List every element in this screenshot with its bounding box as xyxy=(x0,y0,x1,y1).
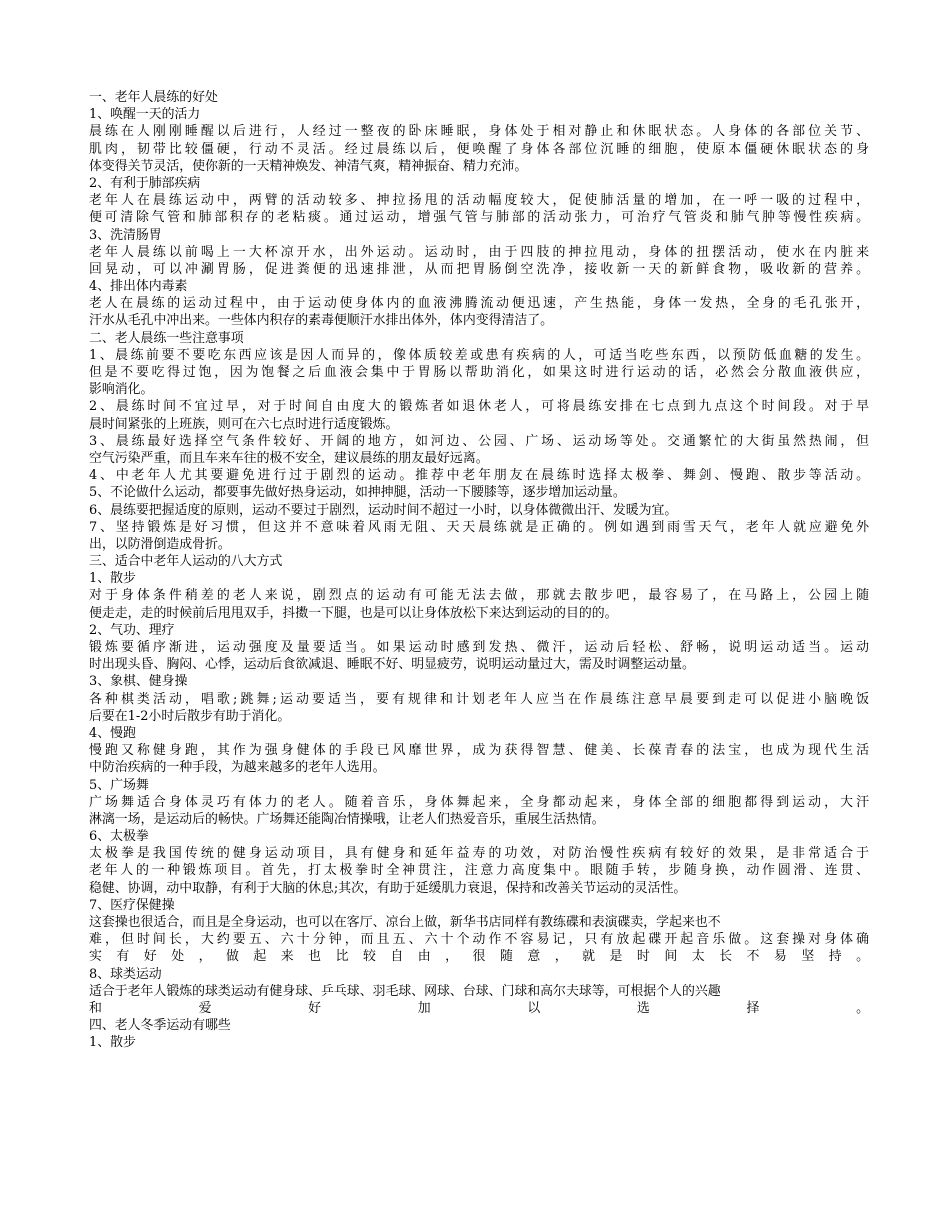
subsection-heading: 3、洗清肠胃 xyxy=(89,227,162,243)
paragraph-line: 适合于老年人锻炼的球类运动有健身球、乒乓球、羽毛球、网球、台球、门球和高尔夫球等，可根据个人的兴趣 xyxy=(89,983,721,999)
paragraph-line: 2、晨练时间不宜过早，对于时间自由度大的锻炼者如退休老人，可将晨练安排在七点到九点这个时间段。对于早 xyxy=(89,399,869,415)
subsection-heading: 1、散步 xyxy=(89,571,136,587)
paragraph-line: 体变得关节灵活，使你新的一天精神焕发、神清气爽，精神振奋、精力充沛。 xyxy=(89,158,528,174)
section-heading: 四、老人冬季运动有哪些 xyxy=(89,1018,231,1034)
paragraph-line: 后要在1-2小时后散步有助于消化。 xyxy=(89,708,291,724)
paragraph-line: 太极拳是我国传统的健身运动项目，具有健身和延年益寿的功效，对防治慢性疾病有较好的效果，是非常适合于 xyxy=(89,846,869,862)
paragraph-line: 老年人在晨练运动中，两臂的活动较多、抻拉扬甩的活动幅度较大，促使肺活量的增加，在一呼一吸的过程中， xyxy=(89,193,869,209)
paragraph-line: 便可清除气管和肺部积存的老粘痰。通过运动，增强气管与肺部的活动张力，可治疗气管炎和肺气肿等慢性疾病。 xyxy=(89,210,869,226)
subsection-heading: 1、唤醒一天的活力 xyxy=(89,107,201,123)
paragraph-line: 难，但时间长，大约要五、六十分钟，而且五、六十个动作不容易记，只有放起碟开起音乐做。这套操对身体确 xyxy=(89,932,869,948)
paragraph-line: 晨练在人刚刚睡醒以后进行，人经过一整夜的卧床睡眠，身体处于相对静止和休眠状态。人身体的各部位关节、 xyxy=(89,124,869,140)
article-body xyxy=(89,89,869,1052)
subsection-heading: 6、太极拳 xyxy=(89,829,149,845)
paragraph-line: 老年人的一种锻炼项目。首先，打太极拳时全神贯注，注意力高度集中。眼随手转，步随身换，动作圆滑、连贯、 xyxy=(89,863,869,879)
paragraph-line: 中防治疾病的一种手段，为越来越多的老年人选用。 xyxy=(89,760,386,776)
paragraph-line: 但是不要吃得过饱，因为饱餐之后血液会集中于胃肠以帮助消化，如果这时进行运动的话，必然会分散血液供应， xyxy=(89,365,869,380)
paragraph-line: 便走走，走的时候前后甩甩双手，抖擞一下腿，也是可以让身体放松下来达到运动的目的的。 xyxy=(89,605,618,621)
paragraph-line: 1、晨练前要不要吃东西应该是因人而异的，像体质较差或患有疾病的人，可适当吃些东西，以预防低血糖的发生。 xyxy=(89,347,869,363)
paragraph-line: 影响消化。 xyxy=(89,382,154,398)
paragraph-line: 锻炼要循序渐进，运动强度及量要适当。如果运动时感到发热、微汗，运动后轻松、舒畅，说明运动适当。运动 xyxy=(89,640,869,655)
subsection-heading: 2、气功、理疗 xyxy=(89,622,175,638)
paragraph-line: 空气污染严重，而且车来车往的极不安全，建议晨练的朋友最好远离。 xyxy=(89,450,489,466)
paragraph-line: 3、晨练最好选择空气条件较好、开阔的地方，如河边、公园、广场、运动场等处。交通繁忙的大街虽然热闹，但 xyxy=(89,433,869,449)
paragraph-line: 时出现头昏、胸闷、心悸，运动后食欲减退、睡眠不好、明显疲劳，说明运动量过大，需及时调整运动量。 xyxy=(89,657,695,673)
paragraph-line: 7、坚持锻炼是好习惯，但这并不意味着风雨无阻、天天晨练就是正确的。例如遇到雨雪天气，老年人就应避免外 xyxy=(89,519,869,535)
paragraph-line: 对于身体条件稍差的老人来说，剧烈点的运动有可能无法去做，那就去散步吧，最容易了，在马路上，公园上随 xyxy=(89,588,869,604)
section-heading: 一、老年人晨练的好处 xyxy=(89,90,218,105)
subsection-heading: 2、有利于肺部疾病 xyxy=(89,175,201,191)
paragraph-line: 这套操也很适合，而且是全身运动，也可以在客厅、凉台上做，新华书店同样有教练碟和表演碟卖，学起来也不 xyxy=(89,915,721,930)
subsection-heading: 4、慢跑 xyxy=(89,725,136,741)
subsection-heading: 7、医疗保健操 xyxy=(89,897,175,913)
subsection-heading: 8、球类运动 xyxy=(89,966,162,982)
paragraph-line: 淋漓一场，是运动后的畅快。广场舞还能陶冶情操哦，让老人们热爱音乐，重展生活热情。 xyxy=(89,811,605,827)
paragraph-line: 实有好处，做起来也比较自由，很随意，就是时间太长不易坚持。 xyxy=(89,949,869,965)
subsection-heading: 5、广场舞 xyxy=(89,777,149,793)
paragraph-line: 回晃动，可以冲涮胃肠，促进粪便的迅速排泄，从而把胃肠倒空洗净，接收新一天的新鲜食物，吸收新的营养。 xyxy=(89,261,869,277)
paragraph-line: 老年人晨练以前喝上一大杯凉开水，出外运动。运动时，由于四肢的抻拉甩动，身体的扭摆活动，使水在内脏来 xyxy=(89,244,869,260)
paragraph-line: 广场舞适合身体灵巧有体力的老人。随着音乐，身体舞起来，全身都动起来，身体全部的细胞都得到运动，大汗 xyxy=(89,794,869,810)
paragraph-line: 晨时间紧张的上班族，则可在六七点时进行适度锻炼。 xyxy=(89,416,399,432)
paragraph-line: 6、晨练要把握适度的原则，运动不要过于剧烈，运动时间不超过一小时，以身体微微出汗、发暖为宜。 xyxy=(89,502,678,518)
paragraph-line: 慢跑又称健身跑，其作为强身健体的手段已风靡世界，成为获得智慧、健美、长葆青春的法宝，也成为现代生活 xyxy=(89,743,869,759)
subsection-heading: 3、象棋、健身操 xyxy=(89,674,188,690)
section-heading: 二、老人晨练一些注意事项 xyxy=(89,330,244,346)
paragraph-line: 4、中老年人尤其要避免进行过于剧烈的运动。推荐中老年朋友在晨练时选择太极拳、舞剑、慢跑、散步等活动。 xyxy=(89,468,869,484)
subsection-heading: 1、散步 xyxy=(89,1035,136,1051)
section-heading: 三、适合中老年人运动的八大方式 xyxy=(89,554,283,570)
paragraph-line: 各种棋类活动，唱歌;跳舞;运动要适当，要有规律和计划老年人应当在作晨练注意早晨要到走可以促进小脑晚饭 xyxy=(89,691,869,707)
subsection-heading: 4、排出体内毒素 xyxy=(89,279,188,295)
paragraph-line: 汗水从毛孔中冲出来。一些体内积存的素毒便顺汗水排出体外，体内变得清洁了。 xyxy=(89,313,554,329)
paragraph-line: 5、不论做什么运动，都要事先做好热身运动，如抻抻腿，活动一下腰膝等，逐步增加运动量。 xyxy=(89,485,626,501)
paragraph-line: 出，以防滑倒造成骨折。 xyxy=(89,536,231,552)
paragraph-line: 和爱好加以选择。 xyxy=(89,1000,869,1016)
paragraph-line: 稳健、协调，动中取静，有利于大脑的休息;其次，有助于延缓肌力衰退，保持和改善关节运动的灵活性。 xyxy=(89,880,687,896)
paragraph-line: 肌肉，韧带比较僵硬，行动不灵活。经过晨练以后，便唤醒了身体各部位沉睡的细胞，使原本僵硬休眠状态的身 xyxy=(89,141,869,157)
paragraph-line: 老人在晨练的运动过程中，由于运动使身体内的血液沸腾流动便迅速，产生热能，身体一发热，全身的毛孔张开， xyxy=(89,296,869,312)
